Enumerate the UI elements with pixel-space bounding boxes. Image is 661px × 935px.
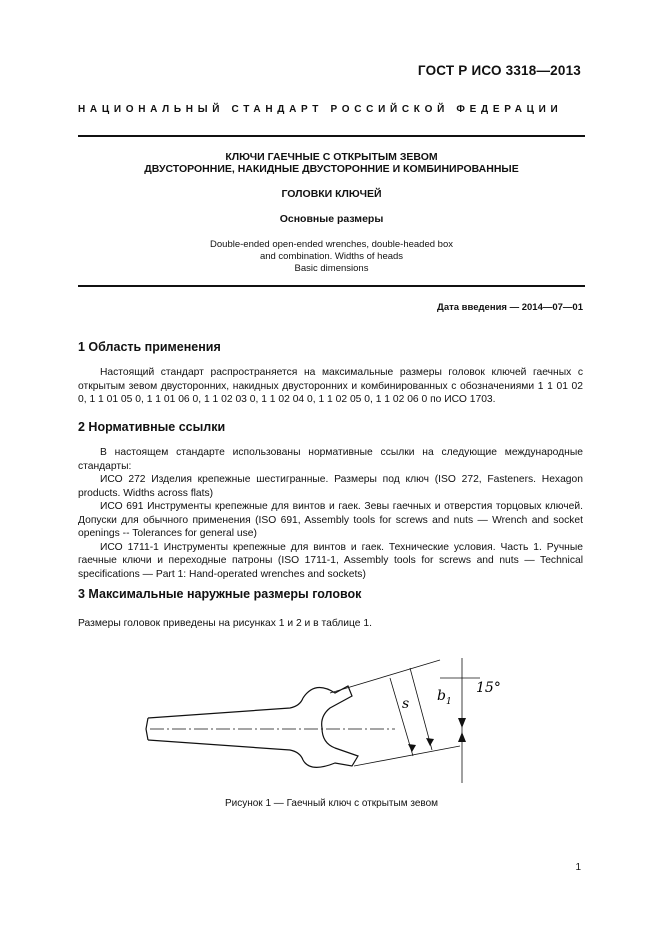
english-title-line-3: Basic dimensions <box>294 263 369 274</box>
national-standard-heading: НАЦИОНАЛЬНЫЙ СТАНДАРТ РОССИЙСКОЙ ФЕДЕРАЦИИ <box>78 104 563 115</box>
figure-caption: Рисунок 1 — Гаечный ключ с открытым зевом <box>224 798 439 809</box>
arrow-top <box>458 718 466 728</box>
wrench-handle-bottom <box>148 740 303 760</box>
arrow-s <box>408 744 416 752</box>
section-3-heading: 3 Максимальные наружные размеры головок <box>78 587 362 601</box>
ext-line-top <box>330 660 440 693</box>
section-2-reference-iso1711: ИСО 1711-1 Инструменты крепежные для винтов и гаек. Технические условия. Часть 1. Ручные гаечные ключи и переходные патроны (ISO 1711-1, Assembly tools for screws and nuts — Technical specifications — Part 1: Hand-operated wrenches and sockets) <box>78 541 583 580</box>
ext-line-bottom <box>354 746 460 766</box>
label-angle: 15° <box>476 680 501 696</box>
dim-line-b1 <box>410 668 432 750</box>
title-line-2: ДВУСТОРОННИЕ, НАКИДНЫЕ ДВУСТОРОННИЕ И КОМБИНИРОВАННЫЕ <box>144 163 519 175</box>
wrench-figure <box>140 648 501 788</box>
wrench-handle-top <box>148 698 303 718</box>
section-2-paragraph-1: В настоящем стандарте использованы нормативные ссылки на следующие международные стандарты: <box>78 447 583 472</box>
section-2-text <box>78 446 583 581</box>
bottom-rule <box>78 285 585 287</box>
label-b-subscript: 1 <box>446 697 452 707</box>
section-1-paragraph: Настоящий стандарт распространяется на максимальные размеры головок ключей гаечных с открытым зевом двусторонних, накидных двусторонних и комбинированных с обозначениями 1 1 01 02 0, 1 1 01 05 0, 1 1 01 06 0, 1 1 02 03 0, 1 1 02 04 0, 1 1 02 05 0, 1 1 02 06 0 по ИСО 1703. <box>78 367 583 405</box>
wrench-handle-end <box>146 718 148 740</box>
title-basic-dimensions: Основные размеры <box>279 213 384 225</box>
label-b: b <box>437 688 446 704</box>
title-subtitle: ГОЛОВКИ КЛЮЧЕЙ <box>281 188 382 200</box>
wrench-head <box>303 686 358 767</box>
introduction-date: Дата введения — 2014—07—01 <box>437 302 583 313</box>
english-title-line-2: and combination. Widths of heads <box>259 251 404 262</box>
top-rule <box>78 135 585 137</box>
doc-number: ГОСТ Р ИСО 3318—2013 <box>417 63 581 78</box>
section-3-text <box>78 617 583 631</box>
arrow-bottom <box>458 732 466 742</box>
english-title-line-1: Double-ended open-ended wrenches, double-headed box <box>210 239 453 250</box>
section-2-heading: 2 Нормативные ссылки <box>78 420 226 434</box>
page-number: 1 <box>575 862 581 873</box>
section-2-reference-iso272: ИСО 272 Изделия крепежные шестигранные. Размеры под ключ (ISO 272, Fasteners. Hexagon products. Widths across flats) <box>78 474 583 499</box>
section-1-heading: 1 Область применения <box>78 340 221 354</box>
section-2-reference-iso691: ИСО 691 Инструменты крепежные для винтов и гаек. Зевы гаечных и отверстия торцовых ключей. Допуски для обычного применения (ISO 691, Assembly tools for screws and nuts — Wrench and socket openings -- Tolerances for general use) <box>78 501 583 539</box>
label-s: s <box>402 696 410 712</box>
section-1-text <box>78 366 583 407</box>
arrow-b1 <box>426 738 434 746</box>
title-line-1: КЛЮЧИ ГАЕЧНЫЕ С ОТКРЫТЫМ ЗЕВОМ <box>225 151 438 163</box>
section-3-paragraph: Размеры головок приведены на рисунках 1 и 2 и в таблице 1. <box>78 618 372 629</box>
